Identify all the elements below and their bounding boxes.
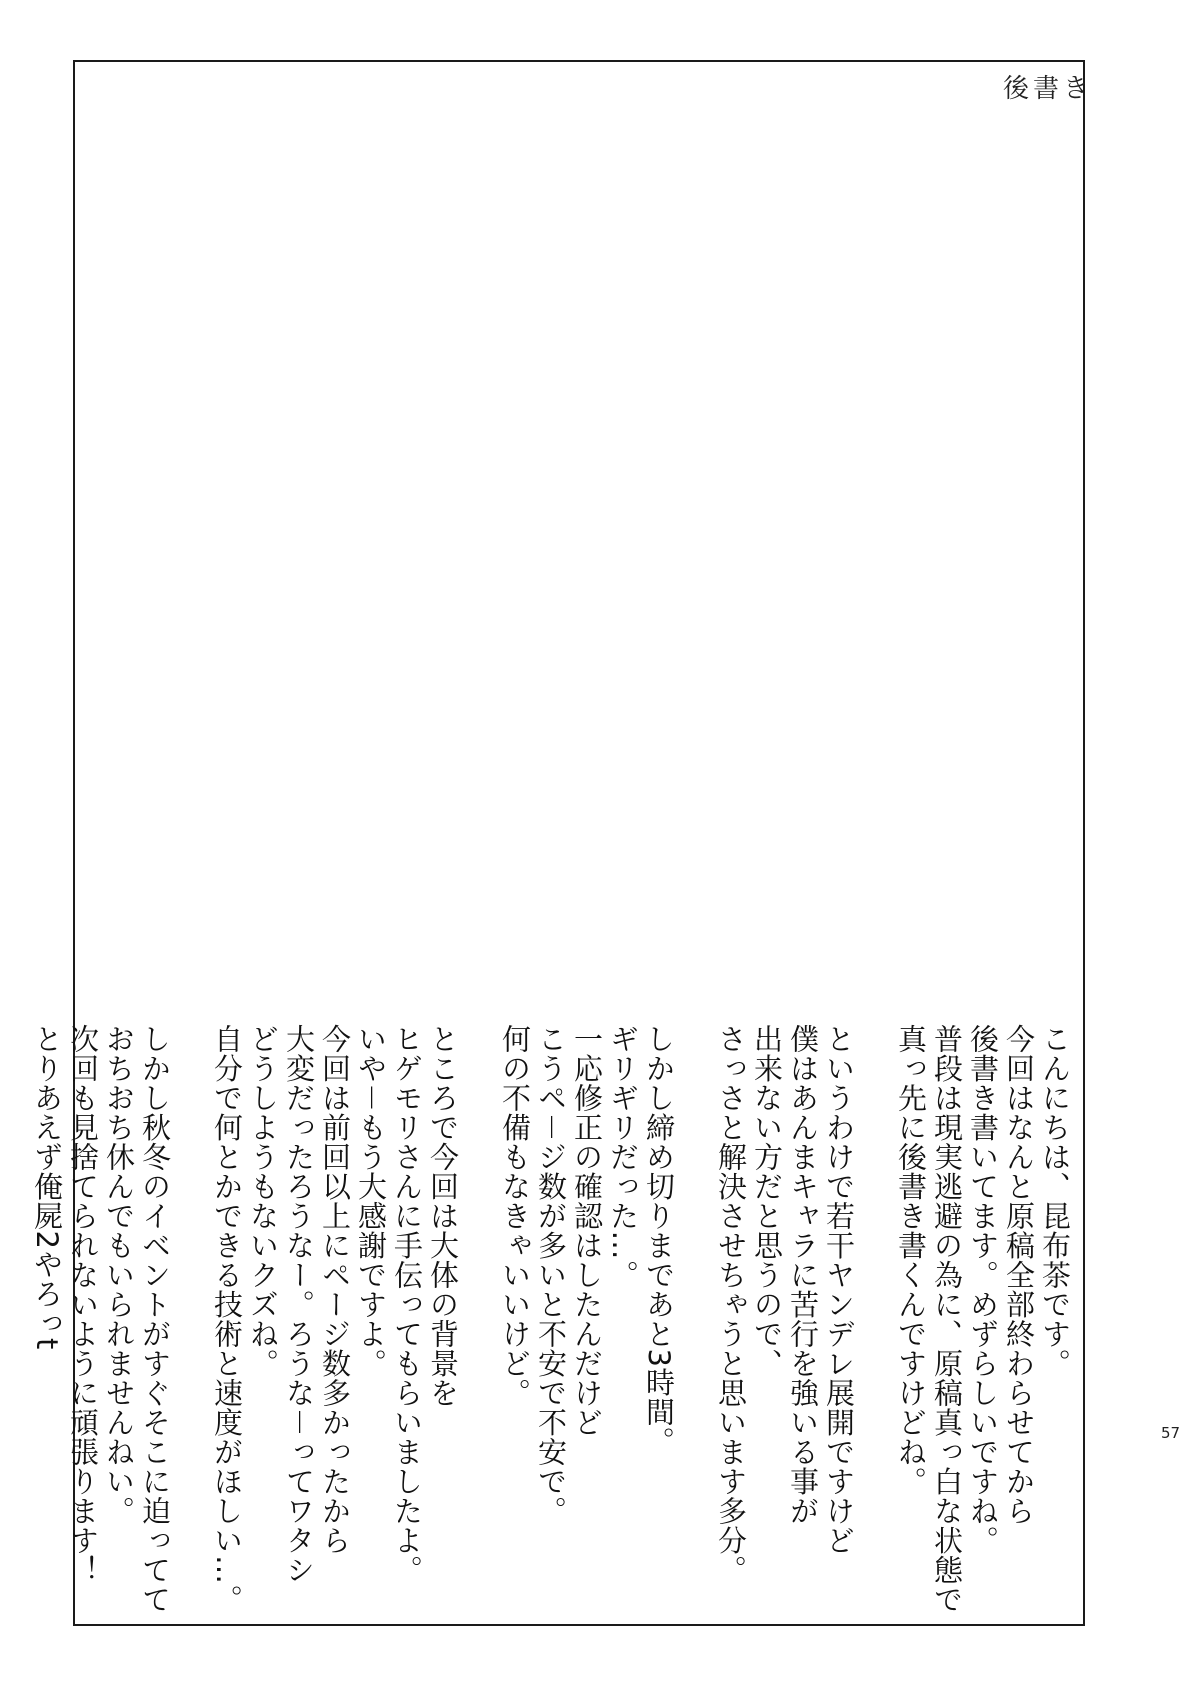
text-line: しかし秋冬のイベントがすぐそこに迫ってて xyxy=(138,1024,172,1614)
text-line: 僕はあんまキャラに苦行を強いる事が xyxy=(786,1024,820,1526)
text-line: 真っ先に後書き書くんですけどね。 xyxy=(894,1024,928,1496)
text-line: しかし締め切りまであと3時間。 xyxy=(642,1024,676,1456)
paragraph-gap xyxy=(857,1024,893,1614)
text-line: こうペ－ジ数が多いと不安で不安で。 xyxy=(534,1024,568,1526)
paragraph-gap xyxy=(173,1024,209,1614)
text-line: 大変だったろうなー。ろうな－ってワタシ xyxy=(282,1024,316,1585)
text-line: さっさと解決させちゃうと思います多分。 xyxy=(714,1024,748,1585)
afterword-body xyxy=(29,1024,1073,1614)
text-line: いや－もう大感謝ですよ。 xyxy=(354,1024,388,1379)
text-line: こんにちは、昆布茶です。 xyxy=(1038,1024,1072,1378)
text-line: ところで今回は大体の背景を xyxy=(426,1024,460,1408)
paragraph-gap xyxy=(461,1024,497,1614)
text-line: 次回も見捨てられないように頑張ります！ xyxy=(66,1024,100,1585)
text-line: 今回はなんと原稿全部終わらせてから xyxy=(1002,1024,1036,1526)
page-heading: 後書き xyxy=(1003,74,1094,104)
text-line: ギリギリだった…。 xyxy=(606,1024,640,1290)
text-line: というわけで若干ヤンデレ展開ですけど xyxy=(822,1024,856,1555)
page-number: 57 xyxy=(1161,1424,1181,1442)
text-line: おちおち休んでもいられませんねい。 xyxy=(102,1024,136,1526)
text-line: 自分で何とかできる技術と速度がほしい…。 xyxy=(210,1024,244,1614)
text-line: 何の不備もなきゃいいけど。 xyxy=(498,1024,532,1408)
paragraph-gap xyxy=(677,1024,713,1614)
text-line: とりあえず俺屍2やろっt xyxy=(30,1024,64,1350)
text-line: 普段は現実逃避の為に、原稿真っ白な状態で xyxy=(930,1024,964,1614)
text-line: どうしようもないクズね。 xyxy=(246,1024,280,1378)
text-line: ヒゲモリさんに手伝ってもらいましたよ。 xyxy=(390,1024,424,1585)
text-line: 後書き書いてます。めずらしいですね。 xyxy=(966,1024,1000,1555)
text-line: 出来ない方だと思うので、 xyxy=(750,1024,784,1378)
text-line: 一応修正の確認はしたんだけど xyxy=(570,1024,604,1437)
text-line: 今回は前回以上にページ数多かったから xyxy=(318,1024,352,1555)
